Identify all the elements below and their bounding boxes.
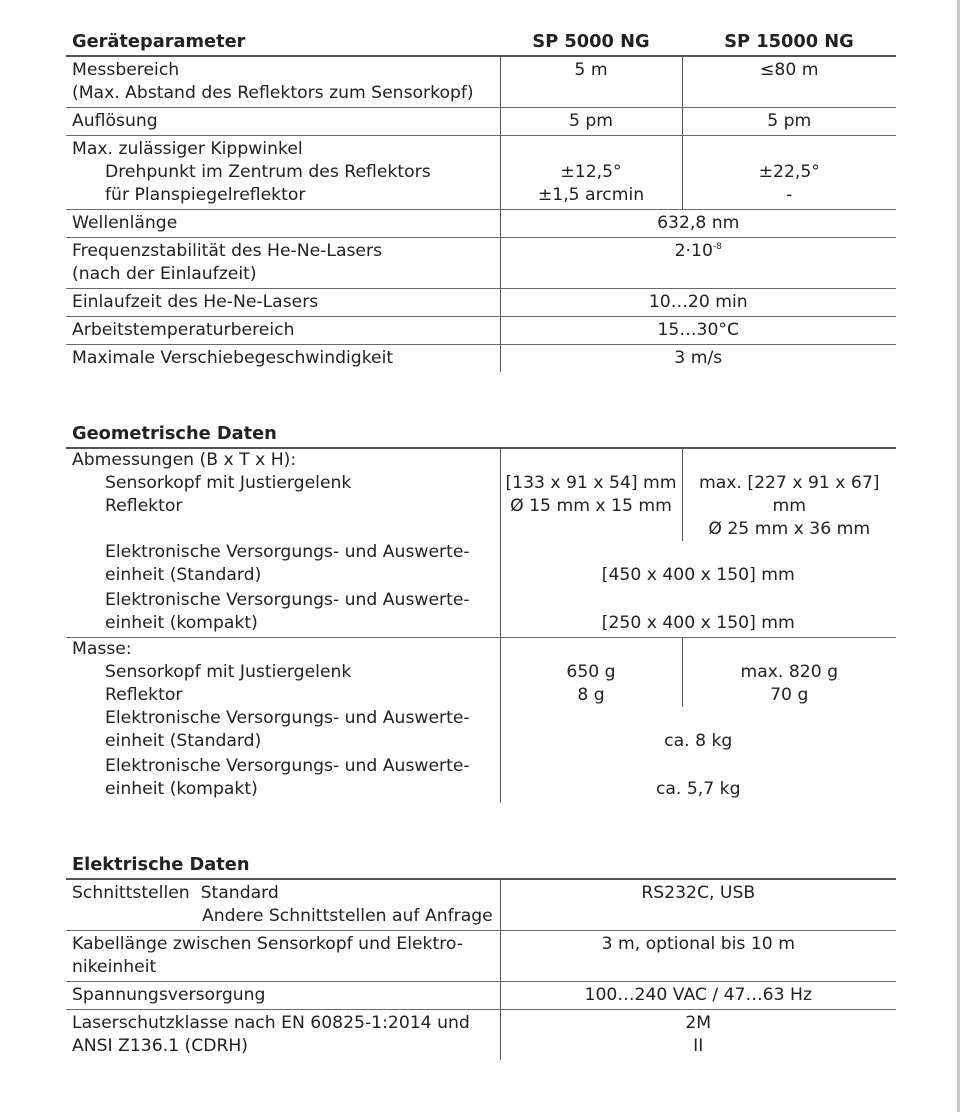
table-row-masse [66, 638, 896, 708]
value-shared: [450 x 400 x 150] mm [500, 541, 896, 587]
table-row-abmessungen-standard [66, 541, 896, 587]
table-row-frequenzstabilitaet [66, 238, 896, 289]
table-row-messbereich [66, 56, 896, 108]
row-label: Auflösung [66, 108, 500, 136]
value-shared: 15…30°C [500, 317, 896, 345]
column-header-sp15000: SP 15000 NG [682, 28, 896, 56]
row-label: Schnittstellen Standard Andere Schnittstellen auf Anfrage [66, 879, 500, 931]
row-label: Laserschutzklasse nach EN 60825-1:2014 und ANSI Z136.1 (CDRH) [72, 1013, 470, 1056]
value-sp5000: ±12,5° ±1,5 arcmin [500, 136, 682, 210]
value-shared: 3 m, optional bis 10 m [500, 931, 896, 982]
table-row-schnittstellen [66, 879, 896, 931]
table-row-masse-kompakt [66, 753, 896, 803]
value-shared: 100…240 VAC / 47…63 Hz [500, 982, 896, 1010]
spec-sheet [66, 28, 896, 1060]
value-sp15000: max. 820 g 70 g [682, 638, 896, 708]
value-shared: ca. 5,7 kg [500, 753, 896, 803]
value-sp5000: 650 g 8 g [500, 638, 682, 708]
value-sp15000: ≤80 m [682, 56, 896, 108]
row-label: Einlaufzeit des He-Ne-Lasers [66, 289, 500, 317]
table-row-temperatur [66, 317, 896, 345]
value-shared: ca. 8 kg [500, 707, 896, 753]
section-title-elektrisch: Elektrische Daten [66, 847, 896, 879]
section-title-geraeteparameter: Geräteparameter [66, 28, 500, 56]
value-sp5000: 5 pm [500, 108, 682, 136]
value-shared: [250 x 400 x 150] mm [500, 587, 896, 638]
value-shared: RS232C, USB [500, 879, 896, 931]
table-row-einlaufzeit [66, 289, 896, 317]
table-row-geschwindigkeit [66, 345, 896, 373]
value-sp5000: [133 x 91 x 54] mm Ø 15 mm x 15 mm [500, 448, 682, 541]
row-label: Wellenlänge [66, 210, 500, 238]
value-sp15000: ±22,5° - [682, 136, 896, 210]
value-shared: $2\cdot 10^{-8}$ [500, 238, 896, 289]
row-label: Frequenzstabilität des He-Ne-Lasers (nach der Einlaufzeit) [66, 238, 500, 289]
table-row-spannung [66, 982, 896, 1010]
header-row [66, 28, 896, 56]
section-header-elektrisch [66, 847, 896, 879]
value-sp5000: 5 m [500, 56, 682, 108]
row-label: Messbereich (Max. Abstand des Reflektors zum Sensorkopf) [66, 56, 500, 108]
row-label: Elektronische Versorgungs- und Auswerte- einheit (kompakt) [66, 587, 500, 638]
value-shared: 10…20 min [500, 289, 896, 317]
row-label: Maximale Verschiebegeschwindigkeit [72, 348, 394, 368]
column-header-sp5000: SP 5000 NG [500, 28, 682, 56]
table-row-kabellaenge [66, 931, 896, 982]
value-shared: 632,8 nm [500, 210, 896, 238]
row-label: Spannungsversorgung [66, 982, 500, 1010]
table-row-wellenlaenge [66, 210, 896, 238]
row-label: Elektronische Versorgungs- und Auswerte- einheit (kompakt) [105, 756, 470, 799]
value-sp15000: max. [227 x 91 x 67] mm Ø 25 mm x 36 mm [682, 448, 896, 541]
value-shared: 3 m/s [500, 345, 896, 373]
section-header-geometrie [66, 416, 896, 448]
row-label: Elektronische Versorgungs- und Auswerte- einheit (Standard) [105, 708, 470, 751]
table-row-kippwinkel [66, 136, 896, 210]
row-label: Elektronische Versorgungs- und Auswerte- einheit (Standard) [105, 542, 470, 585]
section-title-geometrie: Geometrische Daten [66, 416, 896, 448]
value-shared: 2M II [500, 1010, 896, 1061]
spec-table [66, 28, 896, 1060]
row-label: Masse: Sensorkopf mit Justiergelenk Reflektor [72, 639, 352, 705]
table-row-laserschutz [66, 1010, 896, 1061]
table-row-abmessungen [66, 448, 896, 541]
row-label: Arbeitstemperaturbereich [66, 317, 500, 345]
value-sp15000: 5 pm [682, 108, 896, 136]
table-row-masse-standard [66, 707, 896, 753]
table-row-aufloesung [66, 108, 896, 136]
row-label: Abmessungen (B x T x H): Sensorkopf mit Justiergelenk Reflektor [72, 450, 352, 516]
table-row-abmessungen-kompakt [66, 587, 896, 638]
row-label: Kabellänge zwischen Sensorkopf und Elektro- nikeinheit [66, 931, 500, 982]
row-label: Max. zulässiger Kippwinkel Drehpunkt im Zentrum des Reflektors für Planspiegelreflektor [66, 136, 500, 210]
